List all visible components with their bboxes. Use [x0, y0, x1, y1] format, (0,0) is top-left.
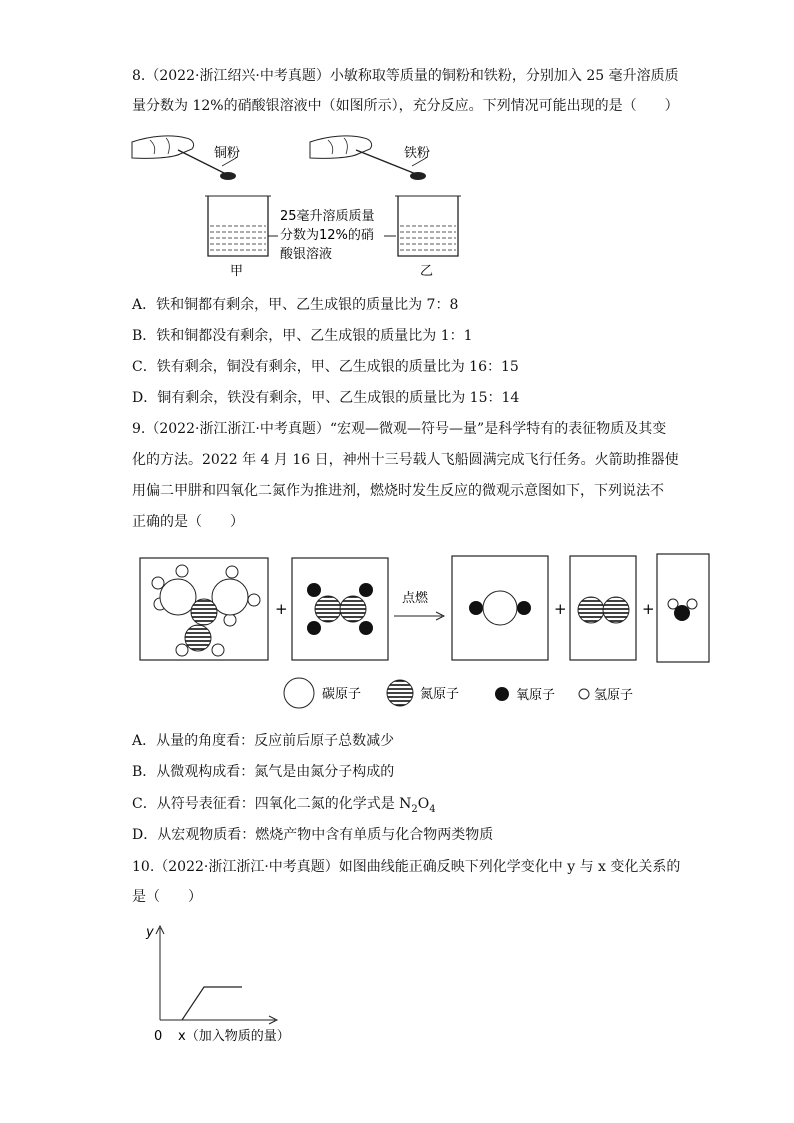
plus-1: + [275, 600, 288, 618]
legend [284, 678, 633, 708]
arrow-right-icon [394, 612, 444, 620]
q8-text-line2: 量分数为 12%的硝酸银溶液中（如图所示），充分反应。下列情况可能出现的是（ ） [132, 98, 679, 114]
x-axis [160, 1016, 277, 1024]
q9-option-b: B．从微观构成看：氮气是由氮分子构成的 [132, 764, 395, 780]
q8-option-c: C．铁有剩余，铜没有剩余，甲、乙生成银的质量比为 16：15 [132, 359, 519, 375]
legend-nitrogen-label: 氮原子 [420, 687, 460, 702]
legend-hydrogen-icon [579, 689, 589, 699]
legend-carbon-label: 碳原子 [322, 687, 362, 702]
label-beaker-left: 甲 [230, 264, 244, 279]
label-solution-l1: 25毫升溶质质量 [280, 209, 375, 224]
plus-3: + [642, 600, 655, 618]
q9-option-c: C．从符号表征看：四氧化二氮的化学式是 $N_2O_4$ [132, 796, 436, 815]
legend-nitrogen-icon [387, 680, 413, 706]
beaker-right [395, 196, 461, 256]
label-solution-l2: 分数为12%的硝 [280, 228, 374, 243]
legend-carbon-icon [284, 678, 314, 708]
q9-reaction-figure [138, 552, 714, 712]
beaker-left [205, 196, 271, 256]
label-solution-l3: 酸银溶液 [280, 247, 333, 262]
x-axis-label: x（加入物质的量） [178, 1029, 290, 1044]
right-hand-icon [310, 136, 372, 158]
origin-label: 0 [154, 1029, 163, 1044]
q8-figure [130, 128, 510, 288]
left-hand-icon [132, 136, 194, 158]
y-axis-label: y [146, 925, 154, 940]
q8-text-line1: 8.（2022·浙江绍兴·中考真题）小敏称取等质量的铜粉和铁粉，分别加入 25 毫升溶质质 [132, 68, 679, 84]
y-axis [156, 926, 164, 1020]
q9-text-line4: 正确的是（ ） [132, 514, 244, 530]
label-iron: 铁粉 [404, 146, 431, 161]
reaction-condition: 点燃 [402, 591, 429, 606]
q8-option-b: B．铁和铜都没有剩余，甲、乙生成银的质量比为 1：1 [132, 328, 473, 344]
left-spoon [220, 172, 236, 180]
legend-oxygen-icon [495, 687, 509, 701]
q10-graph [140, 920, 340, 1050]
right-spoon [410, 172, 426, 180]
q9-text-line3: 用偏二甲肼和四氧化二氮作为推进剂，燃烧时发生反应的微观示意图如下，下列说法不 [132, 483, 664, 499]
q8-option-a: A．铁和铜都有剩余，甲、乙生成银的质量比为 7：8 [132, 297, 459, 313]
plus-2: + [554, 600, 567, 618]
q8-option-d: D．铜有剩余，铁没有剩余，甲、乙生成银的质量比为 15：14 [132, 390, 520, 406]
q9-text-line1: 9.（2022·浙江浙江·中考真题）“宏观—微观—符号—量”是科学特有的表征物质及其变 [132, 421, 667, 437]
legend-hydrogen-label: 氢原子 [594, 688, 634, 703]
q9-text-line2: 化的方法。2022 年 4 月 16 日，神州十三号载人飞船圆满完成飞行任务。火箭助推器使 [132, 452, 679, 468]
q9-option-d: D．从宏观物质看：燃烧产物中含有单质与化合物两类物质 [132, 827, 494, 843]
label-beaker-right: 乙 [420, 264, 434, 279]
label-copper: 铜粉 [214, 146, 241, 161]
q9-option-a: A．从量的角度看：反应前后原子总数减少 [132, 733, 395, 749]
q10-text-line2: 是（ ） [132, 889, 202, 905]
q10-text-line1: 10.（2022·浙江浙江·中考真题）如图曲线能正确反映下列化学变化中 y 与 x 变化关系的 [132, 859, 681, 875]
legend-oxygen-label: 氧原子 [516, 688, 556, 703]
graph-curve [182, 987, 242, 1020]
